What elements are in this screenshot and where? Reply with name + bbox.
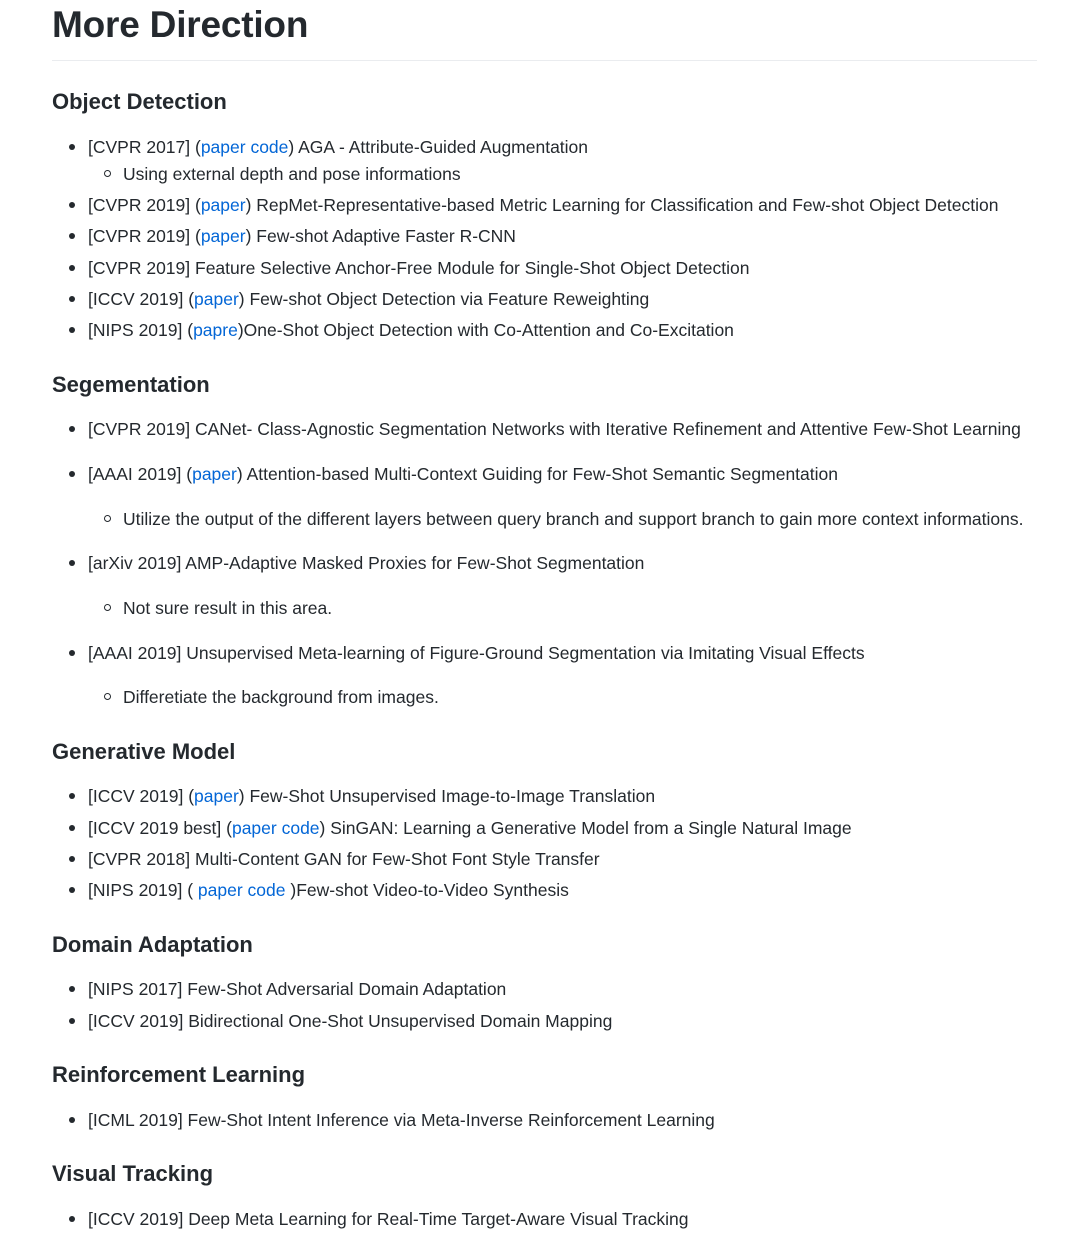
heading-object-detection: Object Detection [52, 89, 227, 114]
list-item: [ICCV 2019] Deep Meta Learning for Real-Time Target-Aware Visual Tracking [88, 1209, 689, 1229]
paper-link[interactable]: paper [194, 786, 239, 806]
list-item: [ICML 2019] Few-Shot Intent Inference via Meta-Inverse Reinforcement Learning [88, 1110, 715, 1130]
paper-link[interactable]: papre [193, 320, 238, 340]
list-item: [arXiv 2019] AMP-Adaptive Masked Proxies for Few-Shot Segmentation [88, 553, 645, 573]
heading-generative-model: Generative Model [52, 739, 236, 764]
paper-code-link[interactable]: paper code [197, 880, 286, 900]
list-item: [CVPR 2017] (paper code) AGA - Attribute-Guided Augmentation [88, 137, 589, 157]
paper-link[interactable]: paper [194, 289, 239, 309]
list-item: [CVPR 2019] CANet- Class-Agnostic Segmentation Networks with Iterative Refinement and Attentive Few-Shot Learning [88, 419, 1021, 439]
paper-link[interactable]: paper [200, 195, 246, 215]
list-item: [AAAI 2019] Unsupervised Meta-learning of Figure-Ground Segmentation via Imitating Visual Effects [88, 643, 865, 663]
sub-list-item: Utilize the output of the different layers between query branch and support branch to gain more context informations. [123, 509, 1024, 529]
paper-link[interactable]: paper [200, 226, 246, 246]
page-title: More Direction [52, 4, 309, 45]
list-item: [CVPR 2019] (paper) RepMet-Representative-based Metric Learning for Classification and Few-shot Object Detection [88, 195, 999, 215]
list-item: [NIPS 2019] (papre)One-Shot Object Detection with Co-Attention and Co-Excitation [88, 320, 734, 340]
list-item: [ICCV 2019] (paper) Few-Shot Unsupervised Image-to-Image Translation [88, 786, 656, 806]
paper-code-link[interactable]: paper code [231, 818, 320, 838]
list-item: [ICCV 2019] (paper) Few-shot Object Detection via Feature Reweighting [88, 289, 650, 309]
title-divider [52, 60, 1037, 61]
list-item: [ICCV 2019 best] (paper code) SinGAN: Learning a Generative Model from a Single Natural Image [88, 818, 852, 838]
list-item: [NIPS 2017] Few-Shot Adversarial Domain Adaptation [88, 979, 507, 999]
list-item: [CVPR 2018] Multi-Content GAN for Few-Shot Font Style Transfer [88, 849, 600, 869]
list-item: [NIPS 2019] ( paper code )Few-shot Video-to-Video Synthesis [88, 880, 569, 900]
paper-link[interactable]: paper [192, 464, 237, 484]
list-item: [CVPR 2019] Feature Selective Anchor-Free Module for Single-Shot Object Detection [88, 258, 750, 278]
heading-segmentation: Segementation [52, 372, 210, 397]
heading-visual-tracking: Visual Tracking [52, 1161, 214, 1186]
list-item: [CVPR 2019] (paper) Few-shot Adaptive Faster R-CNN [88, 226, 516, 246]
sub-list-item: Not sure result in this area. [123, 598, 333, 618]
heading-domain-adaptation: Domain Adaptation [52, 932, 253, 957]
list-item: [ICCV 2019] Bidirectional One-Shot Unsupervised Domain Mapping [88, 1011, 613, 1031]
list-item: [AAAI 2019] (paper) Attention-based Multi-Context Guiding for Few-Shot Semantic Segmentation [88, 464, 838, 484]
heading-reinforcement-learning: Reinforcement Learning [52, 1062, 306, 1087]
sub-list-item: Differetiate the background from images. [123, 687, 439, 707]
paper-code-link[interactable]: paper code [200, 137, 289, 157]
sub-list-item: Using external depth and pose informations [123, 164, 461, 184]
